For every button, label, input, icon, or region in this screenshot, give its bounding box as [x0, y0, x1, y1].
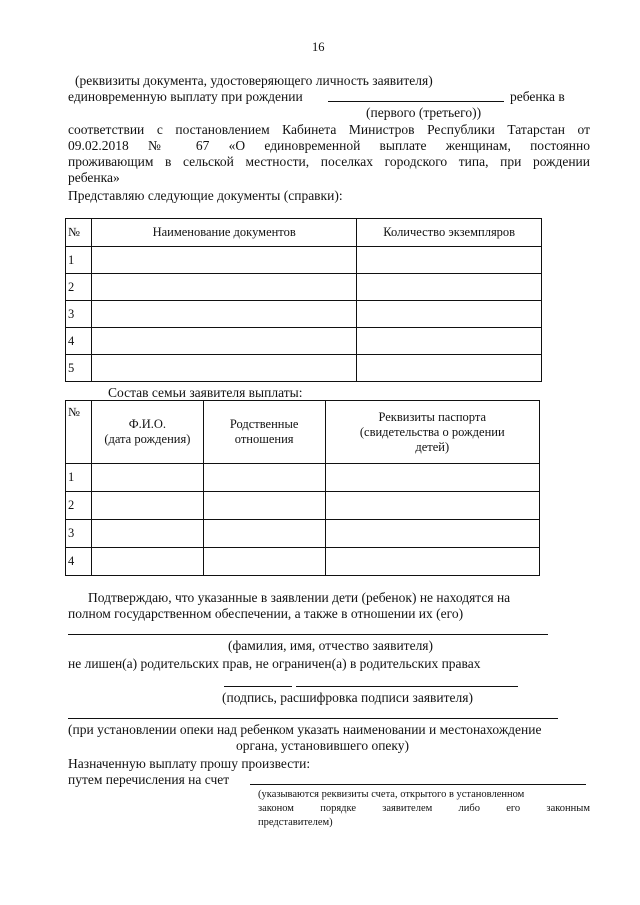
- confirm-line-2: полном государственном обеспечении, а также в отношении их (его): [68, 606, 464, 621]
- copies-cell[interactable]: [357, 355, 542, 382]
- table-row: [66, 492, 540, 520]
- relation-cell[interactable]: [203, 548, 325, 576]
- guardianship-blank[interactable]: [68, 718, 558, 719]
- resolution-line-3: проживающим в сельской местности, поселках городского типа, при рождении: [68, 154, 590, 169]
- table-row: [66, 328, 542, 355]
- copies-cell[interactable]: [357, 301, 542, 328]
- guardianship-note-1: (при установлении опеки над ребенком указать наименовании и местонахождение: [68, 722, 542, 737]
- document-name-cell[interactable]: [91, 301, 356, 328]
- account-note-2: законом порядке заявителем либо его законным: [258, 803, 590, 814]
- family-col-relation: [203, 401, 325, 464]
- passport-cell[interactable]: [325, 464, 539, 492]
- passport-cell[interactable]: [325, 548, 539, 576]
- row-number: 2: [66, 274, 92, 301]
- copies-cell[interactable]: [357, 247, 542, 274]
- child-in-text: ребенка в: [510, 89, 565, 104]
- table-row: [66, 274, 542, 301]
- resolution-line-1: соответствии с постановлением Кабинета Министров Республики Татарстан от: [68, 122, 590, 137]
- family-col-relation-line1: Родственные: [229, 417, 299, 431]
- family-col-name-line2: (дата рождения): [104, 432, 191, 446]
- documents-intro: Представляю следующие документы (справки):: [68, 188, 343, 203]
- applicant-name-caption: (фамилия, имя, отчество заявителя): [228, 638, 434, 653]
- documents-col-name: Наименование документов: [91, 219, 356, 247]
- copies-cell[interactable]: [357, 328, 542, 355]
- table-row: [66, 464, 540, 492]
- account-details-blank[interactable]: [250, 784, 586, 785]
- document-name-cell[interactable]: [91, 328, 356, 355]
- table-row: [66, 548, 540, 576]
- row-number: 4: [66, 548, 92, 576]
- lump-sum-text: единовременную выплату при рождении: [68, 89, 303, 104]
- passport-cell[interactable]: [325, 492, 539, 520]
- documents-table: [65, 218, 542, 382]
- family-col-passport: [325, 401, 539, 464]
- document-name-cell[interactable]: [91, 274, 356, 301]
- copies-cell[interactable]: [357, 274, 542, 301]
- account-note-1: (указываются реквизиты счета, открытого в установленном: [258, 789, 525, 800]
- full-name-cell[interactable]: [91, 548, 203, 576]
- relation-cell[interactable]: [203, 520, 325, 548]
- full-name-cell[interactable]: [91, 520, 203, 548]
- full-name-cell[interactable]: [91, 492, 203, 520]
- child-order-blank[interactable]: [328, 101, 504, 102]
- row-number: 1: [66, 247, 92, 274]
- document-name-cell[interactable]: [91, 247, 356, 274]
- family-table: [65, 400, 540, 576]
- row-number: 5: [66, 355, 92, 382]
- table-row: [66, 520, 540, 548]
- identity-doc-caption: (реквизиты документа, удостоверяющего личность заявителя): [75, 73, 433, 88]
- signature-blank[interactable]: [224, 686, 292, 687]
- parental-rights-text: не лишен(а) родительских прав, не ограничен(а) в родительских правах: [68, 656, 481, 671]
- relation-cell[interactable]: [203, 492, 325, 520]
- row-number: 4: [66, 328, 92, 355]
- family-col-passport-line1: Реквизиты паспорта: [378, 409, 487, 424]
- family-col-no: №: [66, 401, 92, 464]
- transfer-to-account: путем перечисления на счет: [68, 772, 230, 787]
- child-order-caption: (первого (третьего)): [366, 105, 482, 120]
- payment-request: Назначенную выплату прошу произвести:: [68, 756, 311, 771]
- family-col-relation-line2: отношения: [234, 432, 294, 446]
- table-row: [66, 355, 542, 382]
- family-col-name-line1: Ф.И.О.: [128, 417, 166, 431]
- account-note-3: представителем): [258, 817, 333, 828]
- resolution-line-4: ребенка»: [68, 170, 120, 185]
- relation-cell[interactable]: [203, 464, 325, 492]
- confirm-line-1: Подтверждаю, что указанные в заявлении дети (ребенок) не находятся на: [88, 590, 511, 605]
- signature-transcript-blank[interactable]: [296, 686, 518, 687]
- family-col-passport-line3: детей): [415, 439, 450, 454]
- table-row: [66, 247, 542, 274]
- document-name-cell[interactable]: [91, 355, 356, 382]
- table-row: [66, 301, 542, 328]
- family-col-name: [91, 401, 203, 464]
- row-number: 3: [66, 301, 92, 328]
- row-number: 1: [66, 464, 92, 492]
- row-number: 2: [66, 492, 92, 520]
- documents-col-copies: Количество экземпляров: [357, 219, 542, 247]
- family-col-passport-line2: (свидетельства о рождении: [359, 424, 505, 439]
- family-heading: Состав семьи заявителя выплаты:: [108, 385, 303, 400]
- documents-col-no: №: [66, 219, 92, 247]
- page-number: 16: [312, 40, 325, 54]
- passport-cell[interactable]: [325, 520, 539, 548]
- full-name-cell[interactable]: [91, 464, 203, 492]
- row-number: 3: [66, 520, 92, 548]
- guardianship-note-2: органа, установившего опеку): [236, 738, 410, 753]
- signature-caption: (подпись, расшифровка подписи заявителя): [222, 690, 473, 705]
- applicant-name-blank[interactable]: [68, 634, 548, 635]
- resolution-line-2: 09.02.2018 № 67 «О единовременной выплате женщинам, постоянно: [68, 138, 590, 153]
